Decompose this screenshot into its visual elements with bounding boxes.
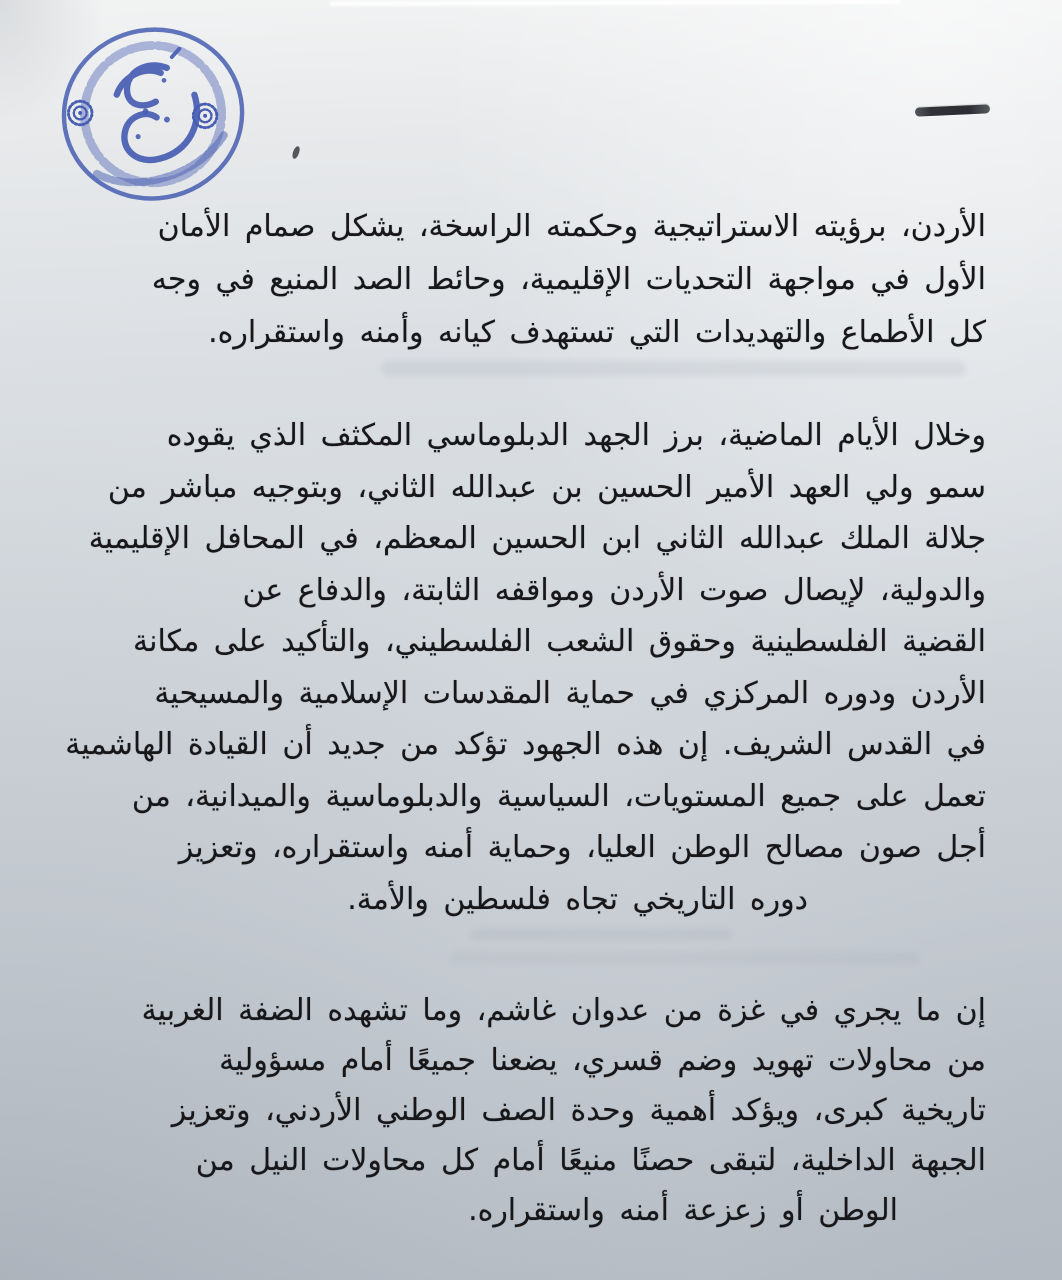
letter-line: الجبهة الداخلية، لتبقى حصنًا منيعًا أمام كل محاولات النيل من	[195, 1143, 986, 1178]
letter-line: جلالة الملك عبدالله الثاني ابن الحسين المعظم، في المحافل الإقليمية	[88, 521, 986, 556]
letter-paragraph-1	[58, 200, 986, 359]
rosette-left-icon	[67, 99, 94, 126]
letter-line: والدولية، لإيصال صوت الأردن ومواقفه الثابتة، والدفاع عن	[242, 572, 986, 608]
letter-line: وخلال الأيام الماضية، برز الجهد الدبلوماسي المكثف الذي يقوده	[166, 418, 986, 453]
letter-line: إن ما يجري في غزة من عدوان غاشم، وما تشهده الضفة الغربية	[141, 993, 986, 1028]
stamp-bottom-text	[94, 133, 231, 190]
letter-line: في القدس الشريف. إن هذه الجهود تؤكد من جديد أن القيادة الهاشمية	[65, 727, 986, 762]
letter-line: من محاولات تهويد وضم قسري، يضعنا جميعًا أمام مسؤولية	[219, 1043, 986, 1078]
stamp-dots	[126, 78, 175, 140]
letter-line: تعمل على جميع المستويات، السياسية والدبلوماسية والميدانية، من	[131, 778, 986, 814]
handwritten-dash-mark	[915, 104, 990, 116]
letter-line: دوره التاريخي تجاه فلسطين والأمة.	[347, 881, 808, 917]
letter-line: الأردن ودوره المركزي في حماية المقدسات الإسلامية والمسيحية	[154, 675, 986, 711]
letter-line: كل الأطماع والتهديدات التي تستهدف كيانه وأمنه واستقراره.	[208, 315, 986, 350]
bleed-through-smudge	[381, 361, 966, 376]
bleed-through-smudge	[450, 951, 920, 964]
letter-line: سمو ولي العهد الأمير الحسين بن عبدالله الثاني، وبتوجيه مباشر من	[107, 469, 986, 505]
letter-paragraph-3	[58, 986, 986, 1236]
letter-line: الوطن أو زعزعة أمنه واستقراره.	[468, 1193, 898, 1228]
letter-line: القضية الفلسطينية وحقوق الشعب الفلسطيني، والتأكيد على مكانة	[133, 624, 986, 659]
letter-line: تاريخية كبرى، ويؤكد أهمية وحدة الصف الوطني الأردني، وتعزيز	[171, 1093, 986, 1128]
letter-line: أجل صون مصالح الوطن العليا، وحماية أمنه واستقراره، وتعزيز	[178, 830, 986, 865]
ink-speck	[291, 145, 300, 159]
official-blue-stamp-icon	[52, 20, 258, 216]
letter-line: الأردن، برؤيته الاستراتيجية وحكمته الراسخة، يشكل صمام الأمان	[157, 209, 986, 244]
bleed-through-smudge	[470, 928, 732, 941]
letter-paragraph-2	[58, 410, 986, 925]
letter-line: الأول في مواجهة التحديات الإقليمية، وحائط الصد المنيع في وجه	[151, 262, 986, 297]
paper-edge-highlight	[330, 0, 900, 6]
stamp-center-calligraphy	[111, 47, 205, 164]
